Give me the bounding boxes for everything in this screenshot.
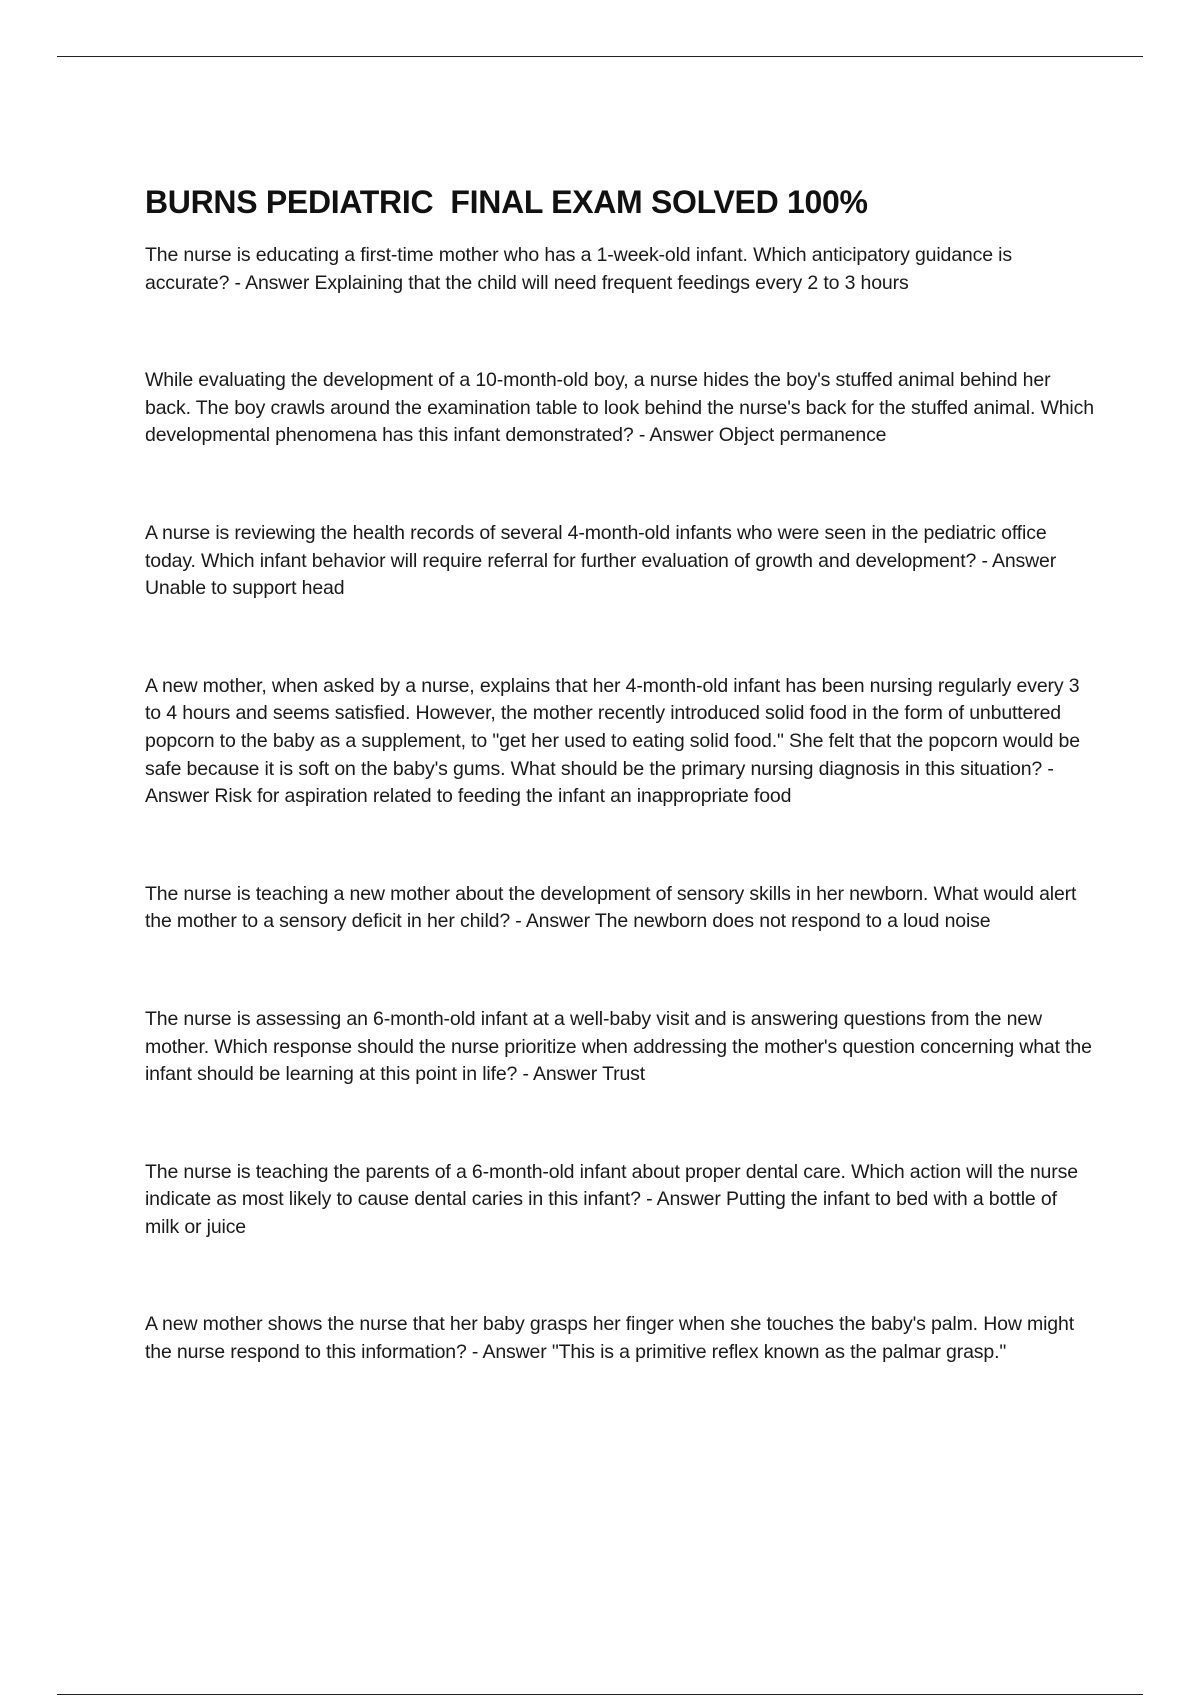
question-item-6: The nurse is assessing an 6-month-old infant at a well-baby visit and is answering questions from the new mother. Which response should the nurse prioritize when addressing the mother's question concerning what the infant should be learning at this point in life? - Answer Trust [145,1007,1092,1086]
question-item-1: The nurse is educating a first-time mother who has a 1-week-old infant. Which anticipatory guidance is accurate? - Answer Explaining that the child will need frequent feedings every 2 to 3 hours [145,244,1012,294]
question-list [145,242,1095,1367]
question-item-2: While evaluating the development of a 10-month-old boy, a nurse hides the boy's stuffed animal behind her back. The boy crawls around the examination table to look behind the nurse's back for the stuffed animal. Which developmental phenomena has this infant demonstrated? - Answer Object permanence [145,369,1094,447]
question-item-8: A new mother shows the nurse that her baby grasps her finger when she touches the baby's palm. How might the nurse respond to this information? - Answer "This is a primitive reflex known as the palmar grasp." [145,1313,1074,1364]
question-item-7: The nurse is teaching the parents of a 6-month-old infant about proper dental care. Which action will the nurse indicate as most likely to cause dental caries in this infant? - Answer Putting the infant to bed with a bottle of milk or juice [145,1160,1078,1238]
header-rule [57,56,1143,57]
question-item-4: A new mother, when asked by a nurse, explains that her 4-month-old infant has been nursing regularly every 3 to 4 hours and seems satisfied. However, the mother recently introduced solid food in the form of unbuttered popcorn to the baby as a supplement, to "get her used to eating solid food." She felt that the popcorn would be safe because it is soft on the baby's gums. What should be the primary nursing diagnosis in this situation? - Answer Risk for aspiration related to feeding the infant an inappropriate food [145,674,1080,808]
footer-rule [57,1694,1143,1695]
question-item-3: A nurse is reviewing the health records of several 4-month-old infants who were seen in the pediatric office today. Which infant behavior will require referral for further evaluation of growth and development? - Answer Unable to support head [145,521,1057,600]
page-title: BURNS PEDIATRIC FINAL EXAM SOLVED 100% [145,184,868,220]
document-body [145,178,1095,1367]
question-item-5: The nurse is teaching a new mother about the development of sensory skills in her newborn. What would alert the mother to a sensory deficit in her child? - Answer The newborn does not respond to a loud noise [145,882,1077,933]
